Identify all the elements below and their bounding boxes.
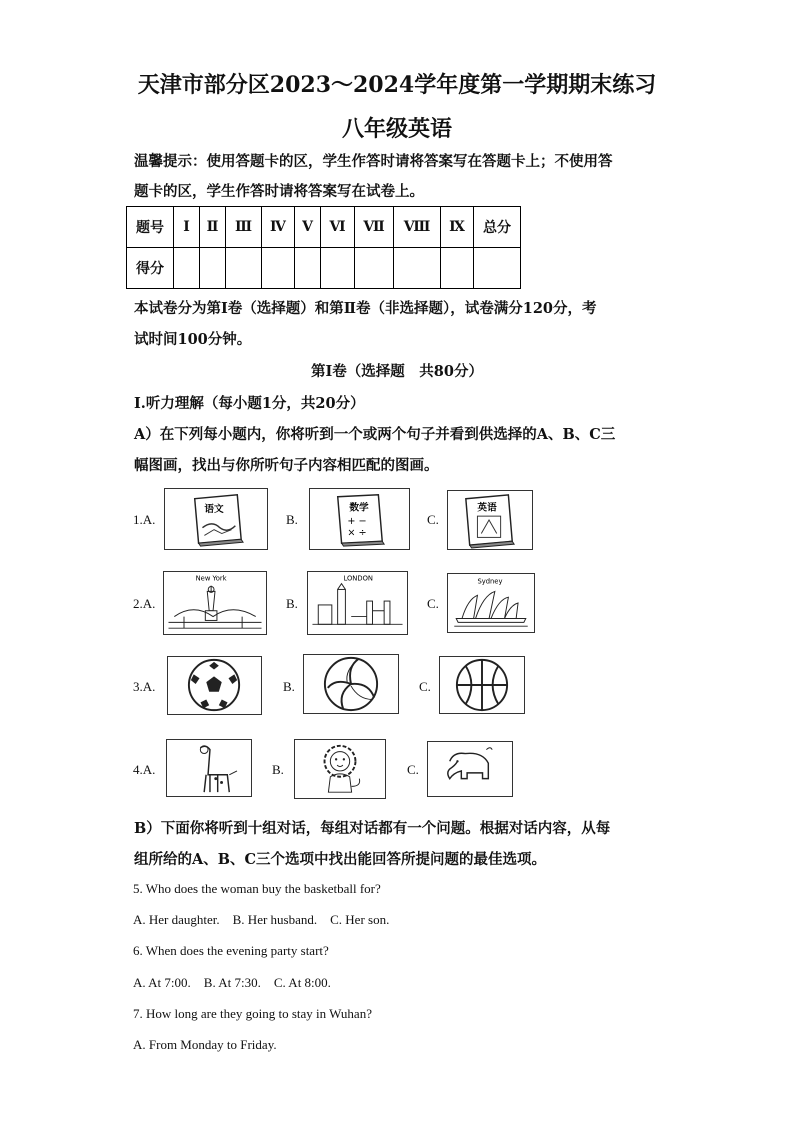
option-label: 3.A. xyxy=(133,679,156,694)
score-cell: Ⅸ xyxy=(441,207,474,248)
option-label: C. xyxy=(427,596,439,611)
score-input-cell[interactable] xyxy=(226,248,262,289)
score-cell: 题号 xyxy=(127,207,174,248)
score-input-cell[interactable] xyxy=(321,248,355,289)
option-label: C. xyxy=(419,679,431,694)
svg-text:+ −: + − xyxy=(347,515,367,527)
score-cell: Ⅵ xyxy=(321,207,355,248)
book-icon xyxy=(165,489,267,549)
question-options: A. Her daughter. B. Her husband. C. Her son. xyxy=(133,912,390,927)
section-b-line-1: B）下面你将听到十组对话，每组对话都有一个问题。根据对话内容，从每 xyxy=(134,820,611,837)
english-book-picture[interactable] xyxy=(447,490,533,550)
option-label: B. xyxy=(286,596,298,611)
section-a-line-1: A）在下列每小题内，你将听到一个或两个句子并看到供选择的A、B、C三 xyxy=(134,426,616,443)
book-title: 语文 xyxy=(204,504,224,516)
option-label: 4.A. xyxy=(133,762,156,777)
soccer-ball-icon xyxy=(168,657,261,714)
score-cell: Ⅲ xyxy=(226,207,262,248)
question-options: A. At 7:00. B. At 7:30. C. At 8:00. xyxy=(133,975,331,990)
section-heading: Ⅰ.听力理解（每小题1分，共20分） xyxy=(134,395,365,412)
score-cell: Ⅶ xyxy=(355,207,394,248)
basketball-icon xyxy=(440,657,524,713)
page-title: 天津市部分区2023～2024学年度第一学期期末练习 xyxy=(137,72,657,98)
opera-house-icon xyxy=(448,574,534,632)
score-input-cell[interactable] xyxy=(474,248,521,289)
score-input-cell[interactable] xyxy=(262,248,295,289)
score-input-cell[interactable] xyxy=(355,248,394,289)
intro-line-1: 本试卷分为第Ⅰ卷（选择题）和第Ⅱ卷（非选择题），试卷满分120分，考 xyxy=(134,300,597,317)
statue-of-liberty-icon xyxy=(164,572,266,634)
score-table-score-row xyxy=(127,248,521,289)
score-input-cell[interactable] xyxy=(394,248,441,289)
score-input-cell[interactable] xyxy=(200,248,226,289)
section-a-line-2: 幅图画，找出与你所听句子内容相匹配的图画。 xyxy=(134,457,439,474)
question-options: A. From Monday to Friday. xyxy=(133,1037,277,1052)
score-input-cell[interactable] xyxy=(441,248,474,289)
book-title: 数学 xyxy=(349,502,369,514)
svg-text:× ÷: × ÷ xyxy=(347,527,367,539)
math-book-picture[interactable] xyxy=(309,488,410,550)
score-cell: Ⅱ xyxy=(200,207,226,248)
soccer-ball-picture[interactable] xyxy=(167,656,262,715)
city-name: New York xyxy=(195,574,227,583)
book-title: 英语 xyxy=(477,502,497,514)
lion-icon xyxy=(295,740,385,798)
london-picture[interactable] xyxy=(307,571,408,635)
option-label: 1.A. xyxy=(133,512,156,527)
intro-line-2: 试时间100分钟。 xyxy=(134,331,252,348)
city-name: Sydney xyxy=(477,577,503,586)
score-input-cell[interactable] xyxy=(295,248,321,289)
notice-line-1: 温馨提示：使用答题卡的区，学生作答时请将答案写在答题卡上；不使用答 xyxy=(134,153,613,170)
book-icon xyxy=(310,489,409,549)
volleyball-picture[interactable] xyxy=(303,654,399,714)
option-label: B. xyxy=(283,679,295,694)
score-table-header-row xyxy=(127,207,521,248)
score-table xyxy=(126,206,521,289)
elephant-picture[interactable] xyxy=(427,741,513,797)
question-text: 7. How long are they going to stay in Wuhan? xyxy=(133,1006,372,1021)
lion-picture[interactable] xyxy=(294,739,386,799)
chinese-book-picture[interactable] xyxy=(164,488,268,550)
london-skyline-icon xyxy=(308,572,407,634)
book-icon xyxy=(448,491,532,549)
option-label: C. xyxy=(427,512,439,527)
page-subtitle: 八年级英语 xyxy=(341,116,452,142)
section-b-line-2: 组所给的A、B、C三个选项中找出能回答所提问题的最佳选项。 xyxy=(134,851,547,868)
question-text: 6. When does the evening party start? xyxy=(133,943,329,958)
score-input-cell[interactable] xyxy=(174,248,200,289)
part-heading: 第Ⅰ卷（选择题 共80分） xyxy=(311,363,483,380)
score-row-label: 得分 xyxy=(127,248,174,289)
basketball-picture[interactable] xyxy=(439,656,525,714)
question-text: 5. Who does the woman buy the basketball for? xyxy=(133,881,381,896)
option-label: 2.A. xyxy=(133,596,156,611)
score-cell: Ⅰ xyxy=(174,207,200,248)
option-label: B. xyxy=(286,512,298,527)
elephant-icon xyxy=(428,742,512,796)
option-label: C. xyxy=(407,762,419,777)
new-york-picture[interactable] xyxy=(163,571,267,635)
notice-line-2: 题卡的区，学生作答时请将答案写在试卷上。 xyxy=(134,183,424,200)
giraffe-picture[interactable] xyxy=(166,739,252,797)
city-name: LONDON xyxy=(343,574,373,583)
score-cell: 总分 xyxy=(474,207,521,248)
option-label: B. xyxy=(272,762,284,777)
score-cell: Ⅴ xyxy=(295,207,321,248)
score-cell: Ⅳ xyxy=(262,207,295,248)
giraffe-icon xyxy=(167,740,251,796)
score-cell: Ⅷ xyxy=(394,207,441,248)
sydney-picture[interactable] xyxy=(447,573,535,633)
volleyball-icon xyxy=(304,655,398,713)
